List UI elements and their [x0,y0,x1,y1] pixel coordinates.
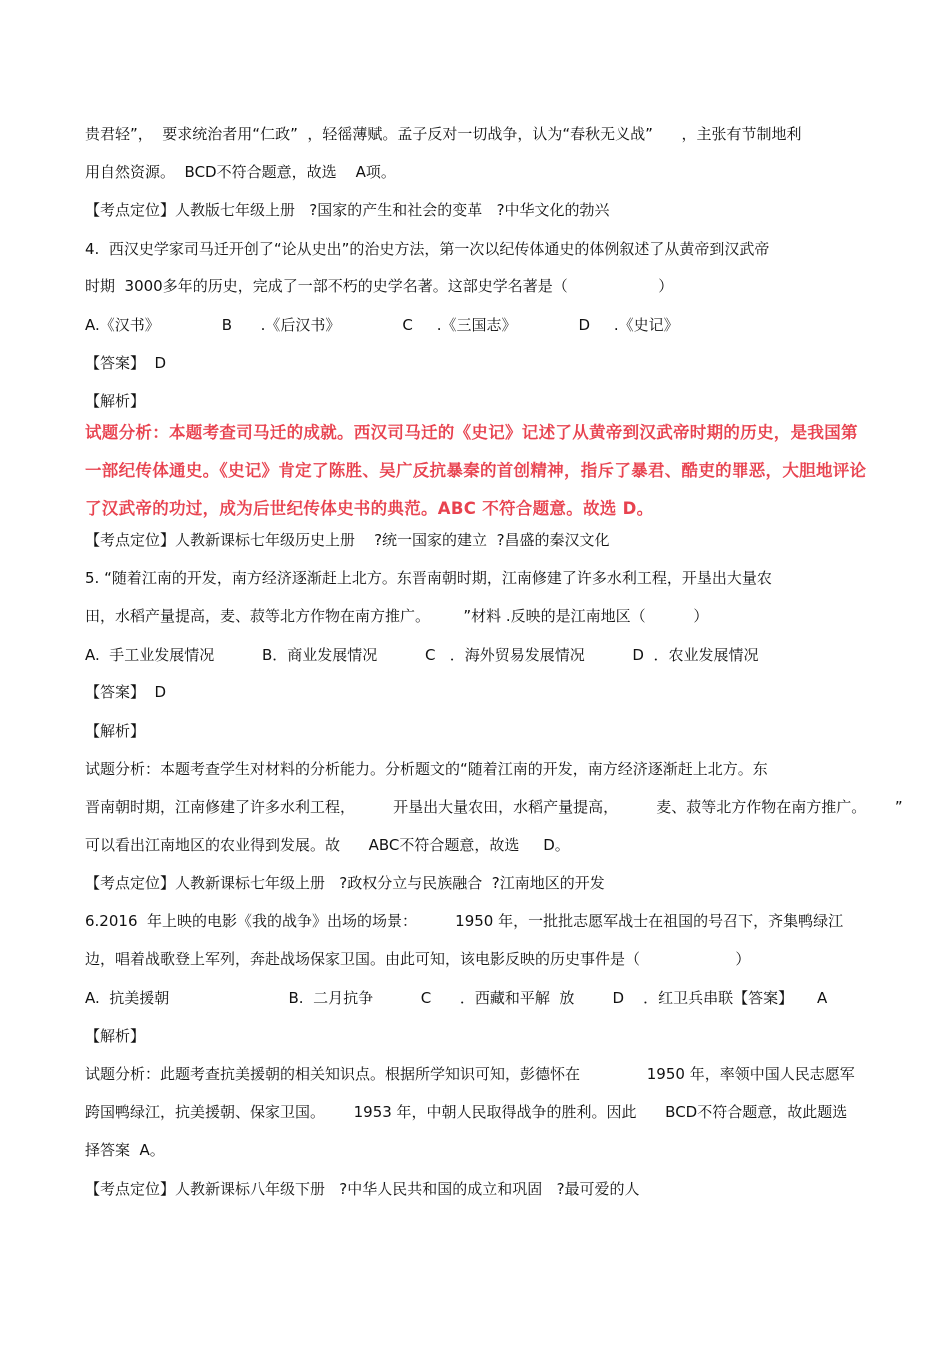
analysis-label: 【解析】 [85,722,146,740]
analysis-text: 可以看出江南地区的农业得到发展。故 ABC不符合题意，故选 D。 [85,836,570,854]
analysis-text-red: 一部纪传体通史。《史记》肯定了陈胜、吴广反抗暴秦的首创精神，指斥了暴君、酷吏的罪恶，大胆地评论 [85,461,867,480]
analysis-text: 试题分析：本题考查学生对材料的分析能力。分析题文的“随着江南的开发，南方经济逐渐赶上北方。东 [85,760,768,778]
analysis-text: 晋南朝时期，江南修建了许多水利工程， 开垦出大量农田，水稻产量提高， 麦、菽等北方作物在南方推广。 ” [85,798,903,816]
question-6-stem: 边，唱着战歌登上军列，奔赴战场保家卫国。由此可知，该电影反映的历史事件是（ ） [85,950,751,968]
analysis-label: 【解析】 [85,1027,146,1045]
analysis-text: 跨国鸭绿江，抗美援朝、保家卫国。 1953 年，中朝人民取得战争的胜利。因此 BCD不符合题意，故此题选 [85,1103,848,1121]
paragraph-line: 用自然资源。 BCD不符合题意，故选 A项。 [85,163,396,181]
answer-label: 【答案】 D [85,354,167,372]
analysis-text: 试题分析：此题考查抗美援朝的相关知识点。根据所学知识可知，彭德怀在 1950 年，率领中国人民志愿军 [85,1065,855,1083]
analysis-text-red: 试题分析：本题考查司马迁的成就。西汉司马迁的《史记》记述了从黄帝到汉武帝时期的历史，是我国第 [85,423,858,442]
question-5-stem: 田，水稻产量提高，麦、菽等北方作物在南方推广。 ”材料 .反映的是江南地区（ ） [85,607,709,625]
answer-label: 【答案】 D [85,683,167,701]
question-6-options: A. 抗美援朝 B. 二月抗争 C ．西藏和平解 放 D ．红卫兵串联【答案】 A [85,989,828,1007]
exam-point-line: 【考点定位】人教版七年级上册 ?国家的产生和社会的变革 ?中华文化的勃兴 [85,201,610,219]
analysis-text-red: 了汉武帝的功过，成为后世纪传体史书的典范。ABC 不符合题意。故选 D。 [85,499,654,518]
analysis-label: 【解析】 [85,392,146,410]
question-4-stem: 4. 西汉史学家司马迁开创了“论从史出”的治史方法，第一次以纪传体通史的体例叙述了从黄帝到汉武帝 [85,240,770,258]
question-4-options: A.《汉书》 B .《后汉书》 C .《三国志》 D .《史记》 [85,316,679,334]
question-5-options: A. 手工业发展情况 B．商业发展情况 C ．海外贸易发展情况 D ．农业发展情况 [85,646,759,664]
question-4-stem: 时期 3000多年的历史，完成了一部不朽的史学名著。这部史学名著是（ ） [85,277,674,295]
analysis-text: 择答案 A。 [85,1141,165,1159]
exam-point-line: 【考点定位】人教新课标八年级下册 ?中华人民共和国的成立和巩固 ?最可爱的人 [85,1180,640,1198]
exam-point-line: 【考点定位】人教新课标七年级上册 ?政权分立与民族融合 ?江南地区的开发 [85,874,605,892]
exam-point-line: 【考点定位】人教新课标七年级历史上册 ?统一国家的建立 ?昌盛的秦汉文化 [85,531,610,549]
question-6-stem: 6.2016 年上映的电影《我的战争》出场的场景： 1950 年，一批批志愿军战士在祖国的号召下，齐集鸭绿江 [85,912,844,930]
question-5-stem: 5. “随着江南的开发，南方经济逐渐赶上北方。东晋南朝时期，江南修建了许多水利工程，开垦出大量农 [85,569,772,587]
paragraph-line: 贵君轻”， 要求统治者用“仁政” ，轻徭薄赋。孟子反对一切战争，认为“春秋无义战” ，主张有节制地利 [85,125,802,143]
